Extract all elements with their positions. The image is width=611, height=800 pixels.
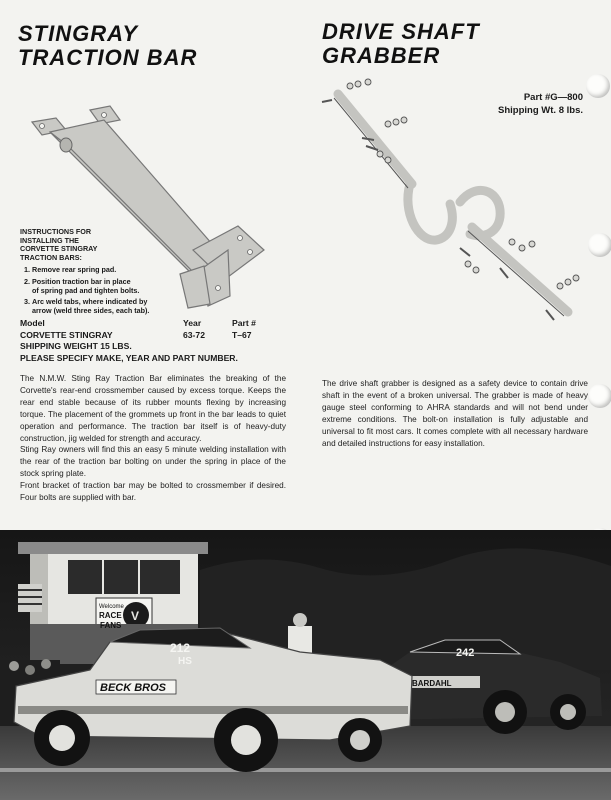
instruction-step: 1. Remove rear spring pad. — [32, 266, 200, 275]
instruction-step: 3. Arc weld tabs, where indicated by arrow (weld three sides, each tab). — [32, 298, 200, 315]
instruction-step: 2. Position traction bar in place of spring pad and tighten bolts. — [32, 278, 200, 295]
sign-welcome: Welcome — [99, 604, 124, 610]
grabber-part-info — [498, 91, 583, 117]
sign-race: RACE — [99, 611, 122, 620]
sign-brand-logo: V — [131, 609, 140, 623]
traction-bar-description — [20, 373, 286, 504]
spec-shipping-weight: SHIPPING WEIGHT 15 LBS. — [20, 341, 132, 351]
traction-bar-title: STINGRAY TRACTION BAR — [18, 21, 198, 70]
binder-hole — [586, 74, 610, 98]
grabber-part-number: Part #G—800 — [523, 92, 583, 103]
spec-data-row: CORVETTE STINGRAY 63-72 T–67 — [20, 329, 252, 340]
instructions-heading: INSTRUCTIONS FOR INSTALLING THE CORVETTE STINGRAY TRACTION BARS: — [20, 227, 98, 262]
installation-instructions — [20, 228, 200, 318]
description-paragraph: Front bracket of traction bar may be bolted to crossmember if desired. Four bolts are supplied with bar. — [20, 481, 286, 503]
grabber-shipping-weight: Shipping Wt. 8 lbs. — [498, 105, 583, 116]
spec-header-row: Model Year Part # — [20, 318, 256, 328]
spec-order-note: PLEASE SPECIFY MAKE, YEAR AND PART NUMBER. — [20, 352, 238, 363]
instructions-list — [20, 266, 200, 315]
car1-number: 212 — [170, 641, 191, 655]
binder-hole — [588, 233, 611, 257]
car2-name: BARDAHL — [412, 679, 452, 688]
drive-shaft-grabber-title: DRIVE SHAFT GRABBER — [322, 19, 480, 68]
sign-fans: FANS — [100, 621, 122, 630]
drag-race-photo — [0, 530, 611, 800]
description-paragraph: The drive shaft grabber is designed as a safety device to contain drive shaft in the event of a broken universal. The grabber is made of heavy gauge steel conforming to AHRA standards and will not bend under extreme conditions. The bolt-on installation is fully adjustable and universal to fit most cars. It comes complete with all necessary hardware and detailed instructions for easy installation. — [322, 379, 588, 448]
description-paragraph: Sting Ray owners will find this an easy 5 minute welding installation with the rear of the traction bar bolting on under the spring in place of the stock spring plate. — [20, 445, 286, 479]
drag-race-scene — [0, 530, 611, 800]
description-paragraph: The N.M.W. Sting Ray Traction Bar eliminates the breaking of the Corvette's rear-end crossmember caused by excess torque. Keeps the rear end stable because of its rubber mounts flexing by increasing torque. The placement of the grommets up front in the bar leads to quiet operation and performance. The traction bar itself is of heavy-duty construction, jig welded for strength and accuracy. — [20, 374, 286, 443]
car1-name: BECK BROS — [100, 682, 167, 694]
car1-class: HS — [178, 656, 192, 667]
car2-number: 242 — [456, 647, 475, 659]
grabber-description — [322, 378, 588, 449]
binder-hole — [588, 384, 611, 408]
spec-table — [20, 318, 260, 364]
